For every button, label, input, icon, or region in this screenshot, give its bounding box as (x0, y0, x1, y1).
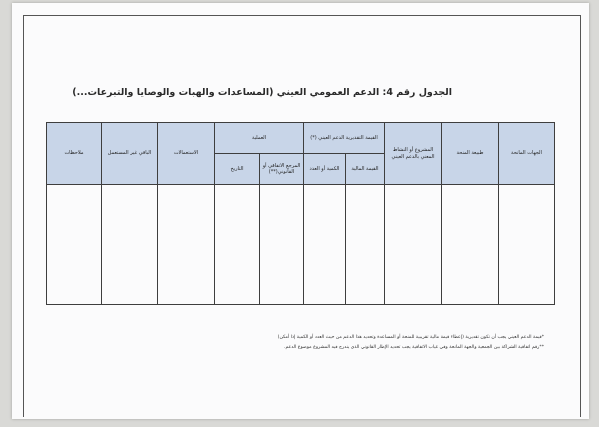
table-title: الجدول رقم 4: الدعم العمومي العيني (المساعدات والهبات والوصايا والتبرعات...) (72, 87, 452, 98)
header-operation-date: التاريخ (215, 154, 260, 185)
footnote: *قيمة الدعم العيني يجب أن تكون تقديرية (إعطاء قيمة مالية تقريبية للمنحة أو المساعدة وتحديد هذا الدعم من حيث العدد أو الكمية إذا أمكن) (277, 335, 544, 340)
header-value-qty: الكمية أو العدد (304, 154, 346, 185)
header-operation-group: العملية (215, 123, 304, 154)
table-cell (385, 185, 442, 305)
header-value-group: القيمة التقديرية الدعم العيني (*) (304, 123, 385, 154)
in-kind-support-table (46, 122, 555, 305)
header-value-money: القيمة المالية (346, 154, 385, 185)
header-uses: الاستعمالات (158, 123, 215, 185)
header-operation-ref: المرجع الاتفاقي أو القانوني(**) (260, 154, 304, 185)
table-cell (304, 185, 346, 305)
header-project: المشروع أو النشاط المعني بالدعم العيني (385, 123, 442, 185)
table-cell (346, 185, 385, 305)
table-cell (158, 185, 215, 305)
table-cell (102, 185, 158, 305)
table-cell (47, 185, 102, 305)
header-entities: الجهات المانحة (499, 123, 555, 185)
table-cell (499, 185, 555, 305)
header-remarks: ملاحظات (47, 123, 102, 185)
footnotes (172, 333, 544, 353)
footnote: **رقم اتفاقية الشراكة بين الجمعية والجهة المانحة وفي غياب الاتفاقية يجب تحديد الإطار القانوني الذي يندرج فيه المشروع موضوع الدعم. (283, 345, 544, 351)
table-row (47, 185, 555, 305)
table-cell (215, 185, 260, 305)
header-nature: طبيعة المنحة (442, 123, 499, 185)
table-cell (260, 185, 304, 305)
table-cell (442, 185, 499, 305)
document-page (12, 3, 589, 419)
header-remaining: الباقي غير المستعمل (102, 123, 158, 185)
